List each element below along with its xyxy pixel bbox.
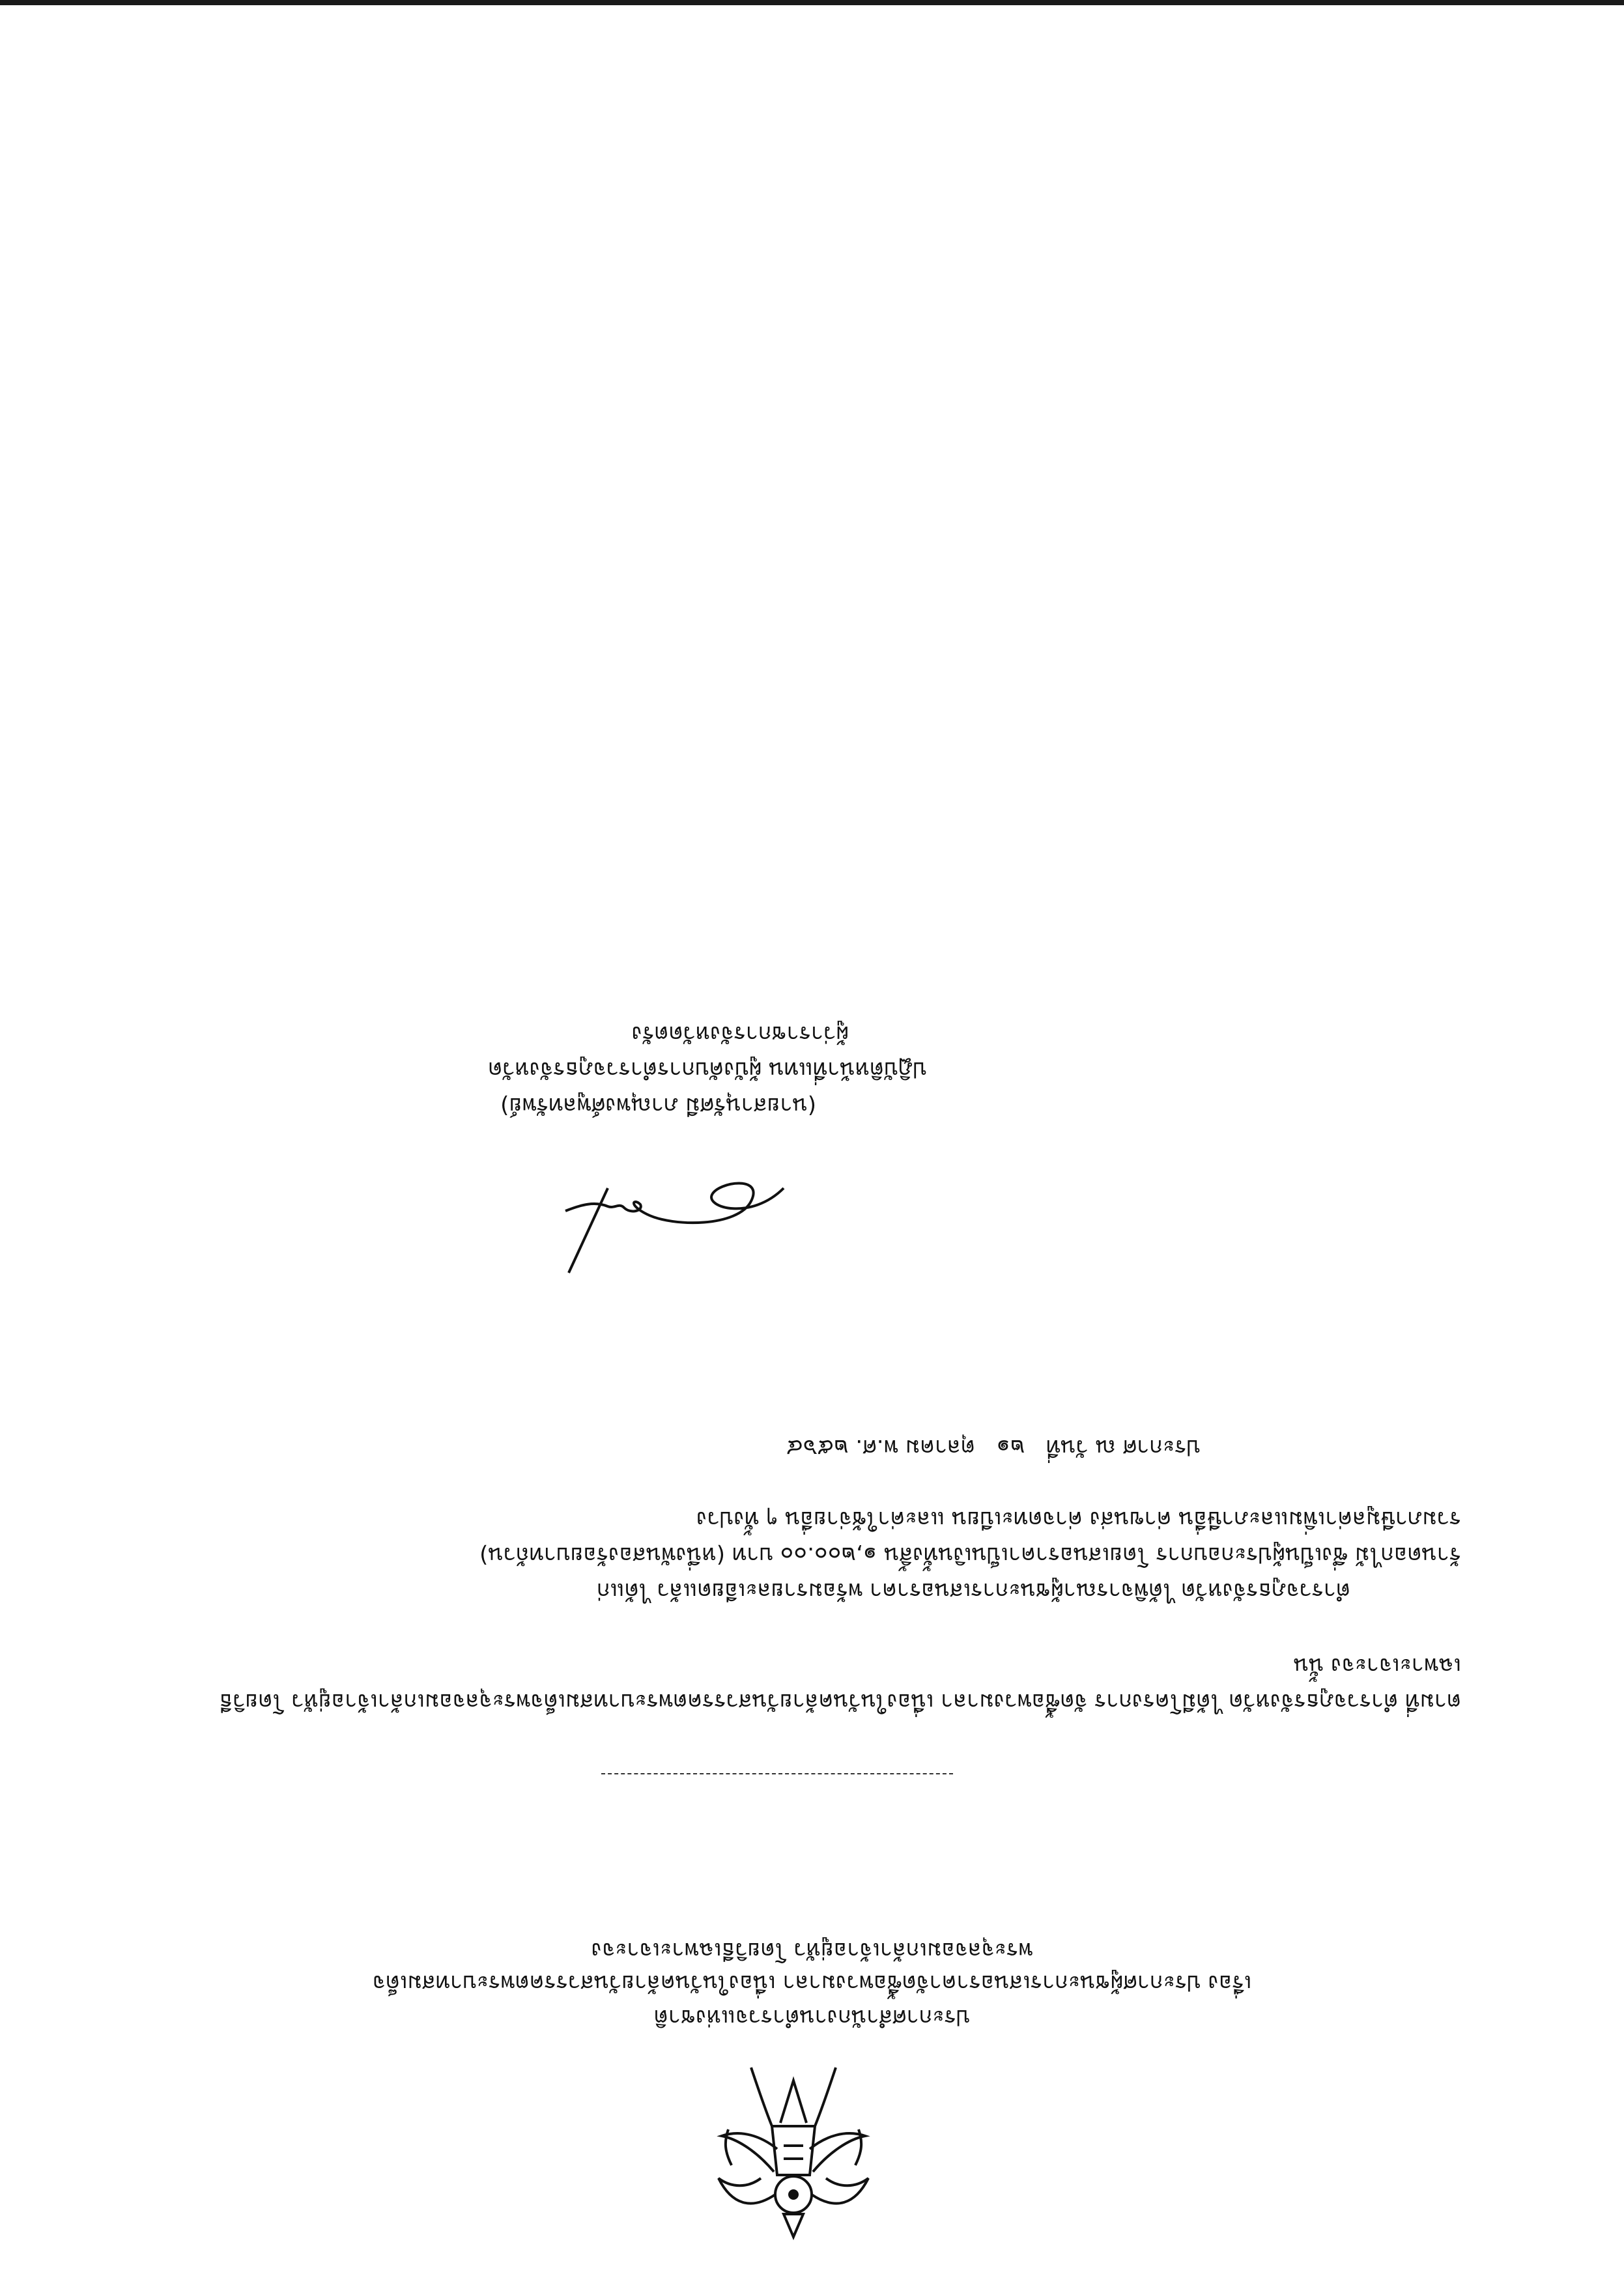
paragraph-2-line-1: ตำรวจภูธรจังหวัด ได้พิจารณาผู้ชนะการเสนอราคา พร้อมรายละเอียดแล้ว ได้แก่ xyxy=(596,1578,1350,1604)
date-line: ประกาศ ณ วันที่ ๒๑ ตุลาคม พ.ศ. ๒๕๖๔ xyxy=(786,1434,1201,1460)
signer-title-1: ปฏิบัติหน้าที่แทน ผู้บังคับการตำรวจภูธรจังหวัด xyxy=(488,1057,927,1083)
paragraph-1-line-1: ตามที่ ตำรวจภูธรจังหวัด ได้มีโครงการ จัดซื้อพวงมาลา เนื่องในวันคล้ายวันสวรรคตพระบาทสมเด็จพระจุลจอมเกล้าเจ้าอยู่หัว โดยวิธี xyxy=(219,1688,1461,1714)
paragraph-1-line-2: เฉพาะเจาะจง นั้น xyxy=(1293,1653,1461,1679)
document-heading: ประกาศสำนักงานตำรวจแห่งชาติ xyxy=(653,2004,971,2030)
paragraph-2-line-2: ร้านดอกไม้ ซึ่งเป็นผู้ประกอบการ โดยเสนอราคาเป็นเงินทั้งสิ้น ๑,๒๐๐.๐๐ บาท (หนึ่งพันสองร้อยบาทถ้วน) xyxy=(479,1542,1461,1568)
subject-line-2: พระจุลจอมเกล้าเจ้าอยู่หัว โดยวิธีเฉพาะเจาะจง xyxy=(591,1937,1033,1963)
signer-title-2: ผู้ว่าราชการจังหวัดตรัง xyxy=(631,1021,849,1047)
separator-rule xyxy=(601,1773,953,1774)
paragraph-2-line-3: รวมภาษีมูลค่าเพิ่มและภาษีอื่น ค่าขนส่ง ค่าจดทะเบียน และค่าใช้จ่ายอื่น ๆ ทั้งปวง xyxy=(696,1506,1461,1532)
subject-line-1: เรื่อง ประกาศผู้ชนะการเสนอราคาจัดซื้อพวงมาลา เนื่องในวันคล้ายวันสวรรคตพระบาทสมเด็จ xyxy=(372,1970,1252,1996)
garuda-emblem xyxy=(712,2054,875,2250)
signature xyxy=(556,1156,790,1286)
signer-name: (นายสานุรัศมี ภาณุพงศ์พูลทรัพย์) xyxy=(500,1092,816,1118)
